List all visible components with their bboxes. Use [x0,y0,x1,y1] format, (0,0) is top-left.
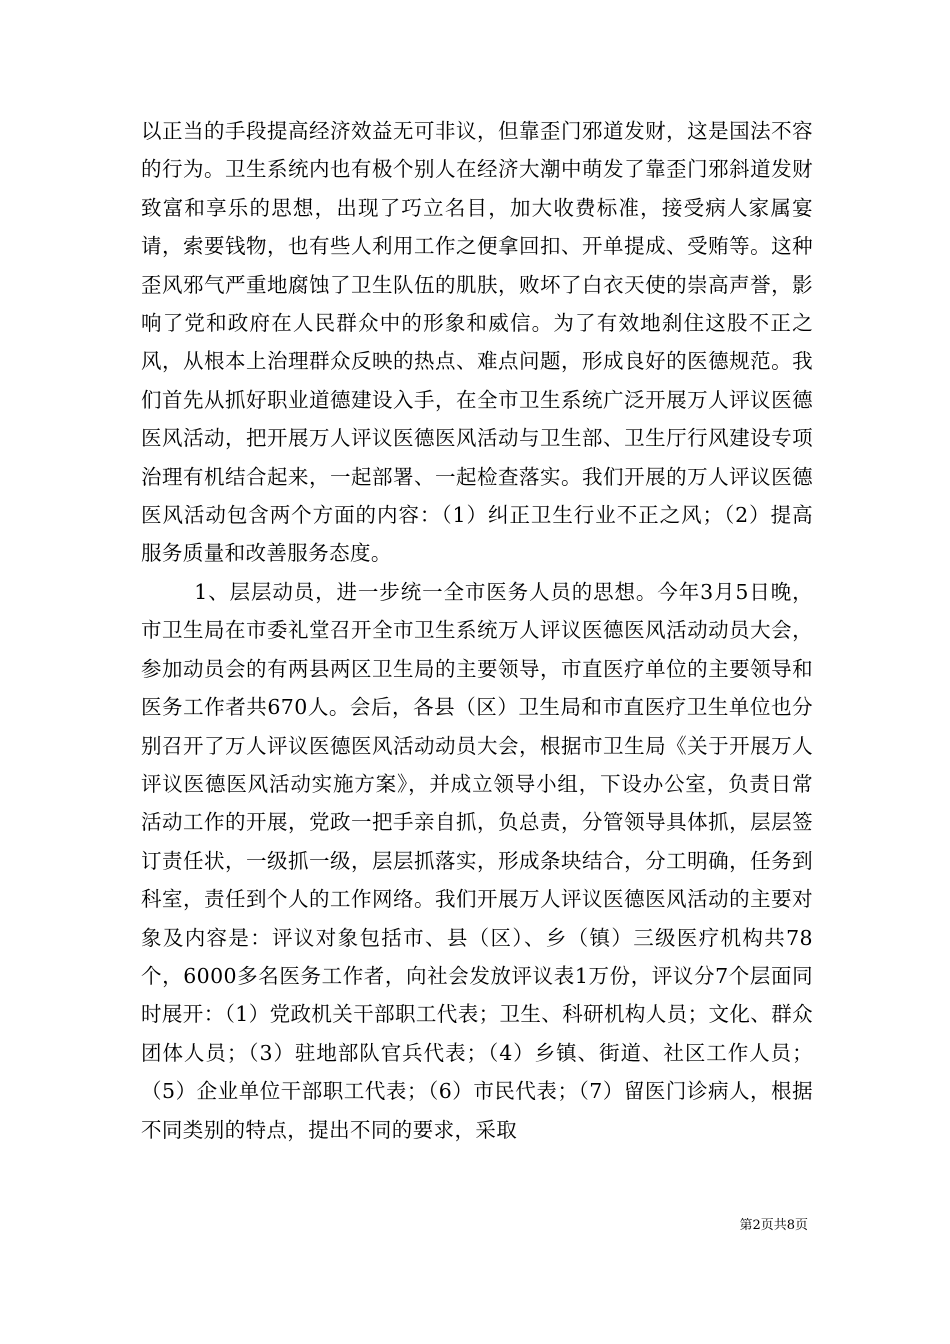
paragraph-1: 以正当的手段提高经济效益无可非议，但靠歪门邪道发财，这是国法不容的行为。卫生系统内也有极个别人在经济大潮中萌发了靠歪门邪斜道发财致富和享乐的思想，出现了巧立名目，加大收费标准，接受病人家属宴请，索要钱物，也有些人利用工作之便拿回扣、开单提成、受贿等。这种歪风邪气严重地腐蚀了卫生队伍的肌肤，败坏了白衣天使的崇高声誉，影响了党和政府在人民群众中的形象和威信。为了有效地刹住这股不正之风，从根本上治理群众反映的热点、难点问题，形成良好的医德规范。我们首先从抓好职业道德建设入手，在全市卫生系统广泛开展万人评议医德医风活动，把开展万人评议医德医风活动与卫生部、卫生厅行风建设专项治理有机结合起来，一起部署、一起检查落实。我们开展的万人评议医德医风活动包含两个方面的内容：（1）纠正卫生行业不正之风；（2）提高服务质量和改善服务态度。 [141,119,813,566]
page-footer: 第2页共8页 [739,1218,808,1233]
document-body [141,112,813,1149]
paragraph-2: 1、层层动员，进一步统一全市医务人员的思想。今年3月5日晚，市卫生局在市委礼堂召开全市卫生系统万人评议医德医风活动动员大会，参加动员会的有两县两区卫生局的主要领导，市直医疗单位的主要领导和医务工作者共670人。会后，各县（区）卫生局和市直医疗卫生单位也分别召开了万人评议医德医风活动动员大会，根据市卫生局《关于开展万人评议医德医风活动实施方案》，并成立领导小组，下设办公室，负责日常活动工作的开展，党政一把手亲自抓，负总责，分管领导具体抓，层层签订责任状，一级抓一级，层层抓落实，形成条块结合，分工明确，任务到科室，责任到个人的工作网络。我们开展万人评议医德医风活动的主要对象及内容是：评议对象包括市、县（区）、乡（镇）三级医疗机构共78个，6000多名医务工作者，向社会发放评议表1万份，评议分7个层面同时展开：（1）党政机关干部职工代表；卫生、科研机构人员；文化、群众团体人员；（3）驻地部队官兵代表；（4）乡镇、街道、社区工作人员；（5）企业单位干部职工代表；（6）市民代表；（7）留医门诊病人，根据不同类别的特点，提出不同的要求，采取 [141,579,813,1142]
